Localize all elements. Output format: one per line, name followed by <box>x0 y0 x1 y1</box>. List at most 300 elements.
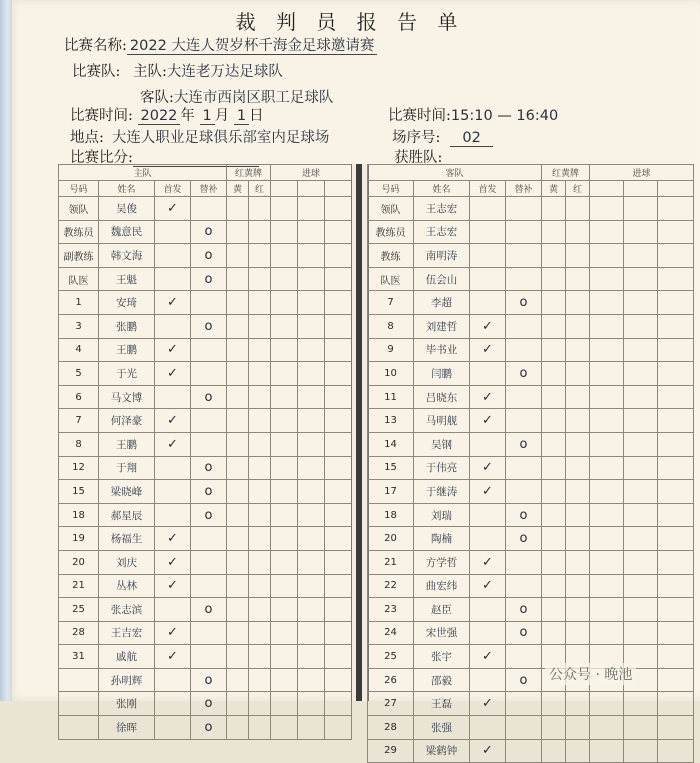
sub-mark <box>506 267 542 291</box>
away-player-row <box>368 645 694 669</box>
red-card-cell <box>566 314 590 338</box>
away-player-row <box>368 668 694 692</box>
starter-mark <box>155 220 191 244</box>
sub-mark <box>191 197 227 221</box>
yellow-card-cell <box>227 432 249 456</box>
away-player-row <box>368 692 694 716</box>
goal-cell <box>271 267 298 291</box>
venue: 大连人职业足球俱乐部室内足球场 <box>111 130 330 146</box>
goal-cell <box>298 409 325 433</box>
red-card-cell <box>566 362 590 386</box>
goal-cell <box>325 432 352 456</box>
player-number: 15 <box>59 480 99 504</box>
away-col-goal <box>658 181 694 197</box>
goal-cell <box>325 645 352 669</box>
red-card-cell <box>566 692 590 716</box>
yellow-card-cell <box>227 645 249 669</box>
red-card-cell <box>249 527 271 551</box>
player-number: 1 <box>59 291 99 315</box>
starter-mark <box>470 197 506 221</box>
red-card-cell <box>249 409 271 433</box>
yellow-card-cell <box>227 692 249 716</box>
goal-cell <box>271 550 298 574</box>
away-col-yellow: 黄 <box>542 181 566 197</box>
goal-cell <box>325 550 352 574</box>
player-name: 张志滨 <box>99 598 155 622</box>
player-number: 20 <box>368 527 414 551</box>
red-card-cell <box>566 574 590 598</box>
yellow-card-cell <box>542 739 566 763</box>
home-group-header: 主队 <box>59 165 227 181</box>
date-year: 2022 <box>138 108 181 125</box>
red-card-cell <box>566 527 590 551</box>
yellow-card-cell <box>227 716 249 740</box>
yellow-card-cell <box>227 574 249 598</box>
away-player-row <box>368 550 694 574</box>
player-number: 28 <box>368 716 414 740</box>
venue-row <box>70 126 329 147</box>
home-player-row <box>59 527 352 551</box>
goal-cell <box>271 692 298 716</box>
goal-cell <box>298 385 325 409</box>
starter-mark: ✓ <box>155 574 191 598</box>
goal-cell <box>298 503 325 527</box>
red-card-cell <box>566 480 590 504</box>
player-number: 28 <box>59 621 99 645</box>
player-name: 吴钢 <box>414 432 470 456</box>
sub-mark <box>191 432 227 456</box>
goal-cell <box>590 716 624 740</box>
goal-cell <box>325 362 352 386</box>
yellow-card-cell <box>227 291 249 315</box>
starter-mark <box>155 385 191 409</box>
goal-cell <box>298 668 325 692</box>
starter-mark: ✓ <box>155 338 191 362</box>
sub-mark <box>191 621 227 645</box>
away-player-row <box>368 362 694 386</box>
player-name: 丛林 <box>99 574 155 598</box>
starter-mark: ✓ <box>470 645 506 669</box>
goal-cell <box>271 362 298 386</box>
starter-mark: ✓ <box>470 480 506 504</box>
goal-cell <box>298 314 325 338</box>
player-number: 7 <box>368 291 414 315</box>
player-number: 领队 <box>368 197 414 221</box>
home-player-row <box>59 314 352 338</box>
player-name: 徐晖 <box>99 716 155 740</box>
goal-cell <box>298 197 325 221</box>
player-number: 11 <box>368 385 414 409</box>
goal-cell <box>624 716 658 740</box>
player-name: 梁晓峰 <box>99 480 155 504</box>
red-card-cell <box>566 503 590 527</box>
red-card-cell <box>249 220 271 244</box>
yellow-card-cell <box>227 598 249 622</box>
home-player-row <box>59 550 352 574</box>
goal-cell <box>271 432 298 456</box>
sub-mark <box>506 220 542 244</box>
field-row <box>392 126 493 147</box>
goal-cell <box>590 220 624 244</box>
starter-mark <box>155 267 191 291</box>
sub-mark <box>506 385 542 409</box>
player-name: 陶楠 <box>414 527 470 551</box>
sub-mark <box>191 409 227 433</box>
away-header-group-row <box>368 165 694 181</box>
home-player-row <box>59 574 352 598</box>
sub-mark: o <box>191 598 227 622</box>
goal-cell <box>325 291 352 315</box>
starter-mark: ✓ <box>155 527 191 551</box>
player-number: 15 <box>368 456 414 480</box>
home-player-row <box>59 220 352 244</box>
player-number: 教练员 <box>368 220 414 244</box>
away-player-row <box>368 621 694 645</box>
home-col-number: 号码 <box>59 181 99 197</box>
player-name: 王魁 <box>99 267 155 291</box>
yellow-card-cell <box>227 362 249 386</box>
sub-mark: o <box>506 291 542 315</box>
yellow-card-cell <box>542 385 566 409</box>
home-col-red: 红 <box>249 181 271 197</box>
player-number: 7 <box>59 409 99 433</box>
goal-cell <box>271 314 298 338</box>
sub-mark: o <box>506 362 542 386</box>
away-player-row <box>368 267 694 291</box>
goal-cell <box>271 409 298 433</box>
sub-mark: o <box>506 598 542 622</box>
player-number: 5 <box>59 362 99 386</box>
player-name: 王磊 <box>414 692 470 716</box>
sub-mark: o <box>191 692 227 716</box>
player-number: 13 <box>368 409 414 433</box>
goal-cell <box>590 197 624 221</box>
sub-mark <box>506 716 542 740</box>
home-player-row <box>59 621 352 645</box>
goal-cell <box>590 291 624 315</box>
player-name: 于翔 <box>99 456 155 480</box>
goal-cell <box>590 574 624 598</box>
player-number <box>59 692 99 716</box>
goal-cell <box>298 550 325 574</box>
home-player-row <box>59 645 352 669</box>
home-player-row <box>59 692 352 716</box>
goal-cell <box>298 432 325 456</box>
goal-cell <box>325 409 352 433</box>
home-col-starter: 首发 <box>155 181 191 197</box>
starter-mark: ✓ <box>470 338 506 362</box>
goal-cell <box>624 574 658 598</box>
yellow-card-cell <box>542 197 566 221</box>
goal-cell <box>658 456 694 480</box>
year-char: 年 <box>180 108 195 124</box>
goal-cell <box>298 220 325 244</box>
yellow-card-cell <box>227 409 249 433</box>
starter-mark <box>470 291 506 315</box>
sub-mark: o <box>506 527 542 551</box>
player-name: 王志宏 <box>414 197 470 221</box>
goal-cell <box>271 338 298 362</box>
starter-mark: ✓ <box>155 621 191 645</box>
player-name: 安琦 <box>99 291 155 315</box>
date-month: 1 <box>200 108 215 125</box>
goal-cell <box>624 480 658 504</box>
goal-cell <box>298 480 325 504</box>
starter-mark <box>155 668 191 692</box>
home-player-row <box>59 456 352 480</box>
red-card-cell <box>249 574 271 598</box>
yellow-card-cell <box>227 527 249 551</box>
player-number: 8 <box>59 432 99 456</box>
starter-mark <box>470 527 506 551</box>
goal-cell <box>658 692 694 716</box>
player-name: 张刚 <box>99 692 155 716</box>
goal-cell <box>658 668 694 692</box>
home-col-yellow: 黄 <box>227 181 249 197</box>
away-player-row <box>368 432 694 456</box>
goal-cell <box>271 197 298 221</box>
yellow-card-cell <box>227 503 249 527</box>
away-col-goal <box>624 181 658 197</box>
red-card-cell <box>249 645 271 669</box>
starter-mark: ✓ <box>470 314 506 338</box>
yellow-card-cell <box>542 503 566 527</box>
yellow-card-cell <box>542 550 566 574</box>
player-number: 24 <box>368 621 414 645</box>
goal-cell <box>658 550 694 574</box>
red-card-cell <box>249 550 271 574</box>
player-number: 8 <box>368 314 414 338</box>
goal-cell <box>658 362 694 386</box>
goal-cell <box>298 244 325 268</box>
goal-cell <box>271 456 298 480</box>
away-player-row <box>368 385 694 409</box>
player-number: 14 <box>368 432 414 456</box>
sub-mark <box>191 645 227 669</box>
home-player-row <box>59 362 352 386</box>
home-label: 主队: <box>133 64 167 80</box>
starter-mark: ✓ <box>470 574 506 598</box>
player-number: 10 <box>368 362 414 386</box>
yellow-card-cell <box>542 716 566 740</box>
goal-cell <box>590 432 624 456</box>
goal-cell <box>624 527 658 551</box>
winner-label: 获胜队: <box>394 150 443 166</box>
player-name: 孙明辉 <box>99 668 155 692</box>
date-label: 比赛时间: <box>70 108 133 124</box>
player-number: 队医 <box>59 267 99 291</box>
red-card-cell <box>249 598 271 622</box>
goal-cell <box>325 197 352 221</box>
player-number: 21 <box>59 574 99 598</box>
teams-label: 比赛队: <box>72 64 121 80</box>
sub-mark <box>191 527 227 551</box>
goal-cell <box>624 267 658 291</box>
goal-cell <box>658 645 694 669</box>
goal-cell <box>590 692 624 716</box>
sub-mark: o <box>191 244 227 268</box>
red-card-cell <box>566 550 590 574</box>
sub-mark: o <box>191 480 227 504</box>
goal-cell <box>624 197 658 221</box>
starter-mark <box>155 244 191 268</box>
goal-cell <box>590 362 624 386</box>
month-char: 月 <box>214 108 230 124</box>
away-player-row <box>368 456 694 480</box>
clock-sep: — <box>497 108 512 124</box>
goal-cell <box>590 456 624 480</box>
starter-mark <box>470 432 506 456</box>
starter-mark: ✓ <box>470 385 506 409</box>
clock-label: 比赛时间: <box>388 108 451 124</box>
goal-cell <box>298 267 325 291</box>
red-card-cell <box>249 267 271 291</box>
starter-mark: ✓ <box>155 645 191 669</box>
red-card-cell <box>566 598 590 622</box>
goal-cell <box>624 456 658 480</box>
home-player-row <box>59 267 352 291</box>
yellow-card-cell <box>542 244 566 268</box>
goal-cell <box>325 598 352 622</box>
sub-mark <box>506 739 542 763</box>
player-number: 23 <box>368 598 414 622</box>
player-number: 17 <box>368 480 414 504</box>
goal-cell <box>590 621 624 645</box>
goal-cell <box>624 314 658 338</box>
goal-cell <box>624 362 658 386</box>
starter-mark <box>470 668 506 692</box>
yellow-card-cell <box>542 432 566 456</box>
goal-cell <box>658 480 694 504</box>
player-name: 韩文海 <box>99 244 155 268</box>
red-card-cell <box>566 220 590 244</box>
goal-cell <box>590 385 624 409</box>
player-number: 6 <box>59 385 99 409</box>
starter-mark: ✓ <box>470 739 506 763</box>
goal-cell <box>590 598 624 622</box>
player-name: 南明涛 <box>414 244 470 268</box>
sub-mark <box>506 409 542 433</box>
goal-cell <box>271 385 298 409</box>
player-number: 19 <box>59 527 99 551</box>
goal-cell <box>590 409 624 433</box>
yellow-card-cell <box>542 409 566 433</box>
player-name: 吴俊 <box>99 197 155 221</box>
sub-mark <box>191 550 227 574</box>
goal-cell <box>590 527 624 551</box>
match-name-label: 比赛名称: <box>64 38 127 54</box>
goal-cell <box>298 716 325 740</box>
player-number: 领队 <box>59 197 99 221</box>
red-card-cell <box>249 668 271 692</box>
red-card-cell <box>566 244 590 268</box>
sub-mark: o <box>506 503 542 527</box>
away-player-row <box>368 739 694 763</box>
sub-mark <box>506 197 542 221</box>
home-player-row <box>59 197 352 221</box>
goal-cell <box>325 338 352 362</box>
field-label: 场序号: <box>392 130 441 146</box>
home-player-row <box>59 291 352 315</box>
goal-cell <box>624 432 658 456</box>
yellow-card-cell <box>542 314 566 338</box>
page-title: 裁 判 员 报 告 单 <box>235 10 465 34</box>
goal-cell <box>624 621 658 645</box>
clock-end: 16:40 <box>516 108 559 124</box>
goal-cell <box>298 574 325 598</box>
player-number: 26 <box>368 668 414 692</box>
player-name: 李超 <box>414 291 470 315</box>
red-card-cell <box>249 503 271 527</box>
goal-cell <box>624 338 658 362</box>
goal-cell <box>271 220 298 244</box>
player-name: 王鹏 <box>99 432 155 456</box>
binder-edge <box>0 0 12 701</box>
red-card-cell <box>566 291 590 315</box>
yellow-card-cell <box>227 197 249 221</box>
away-col-starter: 首发 <box>470 181 506 197</box>
red-card-cell <box>249 432 271 456</box>
away-player-row <box>368 220 694 244</box>
goal-cell <box>298 598 325 622</box>
home-player-row <box>59 668 352 692</box>
yellow-card-cell <box>227 220 249 244</box>
goal-cell <box>624 385 658 409</box>
player-name: 吕晓东 <box>414 385 470 409</box>
home-player-row <box>59 503 352 527</box>
home-player-row <box>59 385 352 409</box>
goal-cell <box>298 456 325 480</box>
sub-mark <box>191 291 227 315</box>
goal-cell <box>325 716 352 740</box>
red-card-cell <box>566 338 590 362</box>
yellow-card-cell <box>542 480 566 504</box>
player-number: 27 <box>368 692 414 716</box>
goal-cell <box>624 550 658 574</box>
sub-mark <box>506 244 542 268</box>
yellow-card-cell <box>227 621 249 645</box>
day-char: 日 <box>249 108 264 124</box>
player-number: 21 <box>368 550 414 574</box>
player-name: 梁鹤钟 <box>414 739 470 763</box>
goal-cell <box>624 598 658 622</box>
away-player-row <box>368 527 694 551</box>
player-number: 29 <box>368 739 414 763</box>
goal-cell <box>590 503 624 527</box>
goal-cell <box>658 338 694 362</box>
sub-mark: o <box>191 314 227 338</box>
yellow-card-cell <box>227 550 249 574</box>
goal-cell <box>658 716 694 740</box>
sub-mark: o <box>191 716 227 740</box>
sub-mark: o <box>191 385 227 409</box>
red-card-cell <box>566 432 590 456</box>
yellow-card-cell <box>227 668 249 692</box>
goal-cell <box>590 267 624 291</box>
player-number: 教练 <box>368 244 414 268</box>
goal-cell <box>624 503 658 527</box>
player-name: 王吉宏 <box>99 621 155 645</box>
red-card-cell <box>566 739 590 763</box>
goal-cell <box>298 291 325 315</box>
away-player-row <box>368 244 694 268</box>
starter-mark: ✓ <box>155 197 191 221</box>
goal-cell <box>658 267 694 291</box>
starter-mark <box>155 480 191 504</box>
player-number: 副教练 <box>59 244 99 268</box>
away-header-col-row <box>368 181 694 197</box>
away-player-row <box>368 480 694 504</box>
